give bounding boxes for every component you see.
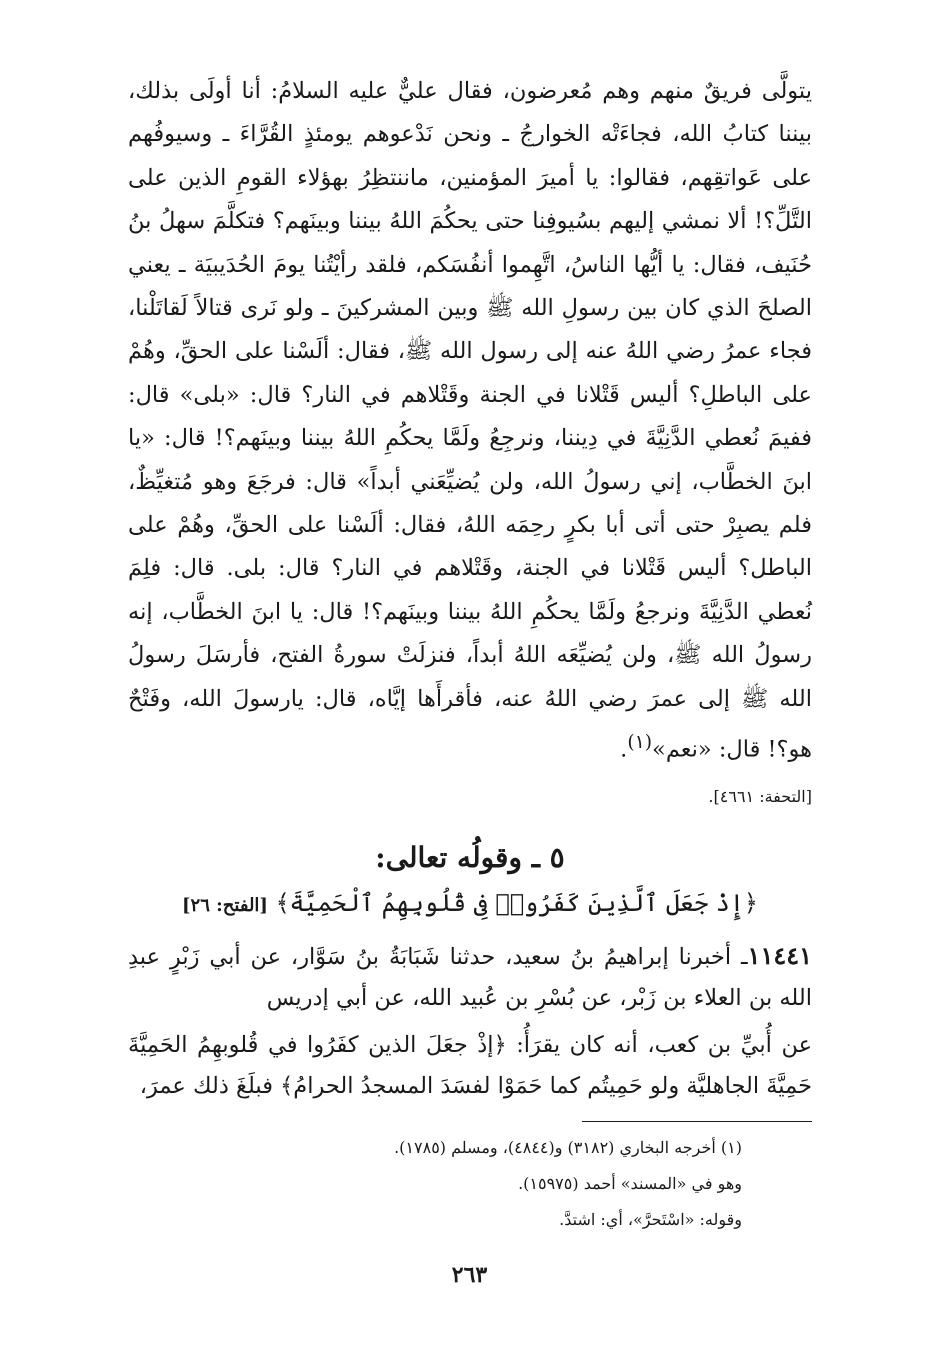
hadith-number: ١١٤٤١ — [747, 941, 812, 970]
page-body — [128, 70, 812, 1238]
footnote-item: وقوله: «اسْتَحرَّ»، أي: اشتدَّ. — [559, 1210, 742, 1229]
footnotes — [128, 1130, 812, 1238]
footnote-item: (١) أخرجه البخاري (٣١٨٢) و(٤٨٤٤)، ومسلم (١٧٨٥). — [394, 1138, 742, 1157]
main-paragraph — [128, 70, 812, 772]
footnote-item: وهو في «المسند» أحمد (١٥٩٧٥). — [518, 1174, 742, 1193]
verse-text: ﴿إِذْ جَعَلَ ٱلَّذِينَ كَفَرُوا۟ فِى قُلُوبِهِمُ ٱلْحَمِيَّةَ﴾ — [275, 889, 758, 917]
page-number: ٢٦٣ — [451, 1262, 488, 1288]
citation: [التحفة: ٤٦٦١]. — [708, 787, 812, 806]
hadith-isnad-text: ـ أخبرنا إبراهيمُ بنُ سعيد، حدثنا شَبَابَةُ بنُ سَوَّار، عن أبي زَبْرٍ عبدِ الله بن العلاء بن زَبْر، عن بُسْرِ بن عُبيد الله، عن أبي إدريس — [128, 944, 812, 1011]
main-paragraph-end: . — [620, 736, 628, 763]
footnote-divider — [582, 1121, 812, 1122]
hadith-isnad — [128, 935, 812, 1019]
verse-reference: [الفتح: ٢٦] — [182, 895, 268, 916]
section-title: ٥ ـ وقولُه تعالى: — [375, 841, 565, 874]
verse-line — [128, 882, 812, 927]
footnote-marker: (١) — [627, 732, 653, 754]
main-paragraph-text: يتولَّى فريقٌ منهم وهم مُعرضون، فقال عليٌّ عليه السلامُ: أنا أولَى بذلك، بيننا كتابُ الله، فجاءَتْه الخوارجُ ـ ونحن نَدْعوهم يومئذٍ القُرَّاءَ ـ وسيوفُهم على عَواتقِهم، فقالوا: يا أميرَ المؤمنين، ماننتظِرُ بهؤلاء القومِ الذين على التَّلِّ؟! ألا نمشي إليهم بسُيوفِنا حتى يحكُمَ اللهُ بيننا وبينَهم؟ فتكلَّمَ سهلُ بنُ حُنَيف، فقال: يا أيُّها الناسُ، اتَّهِموا أنفُسَكم، فلقد رأيْتُنا يومَ الحُدَيبيَة ـ يعني الصلحَ الذي كان بين رسولِ الله ﷺ وبين المشركينَ ـ ولو نَرى قتالاً لَقاتَلْنا، فجاء عمرُ رضي اللهُ عنه إلى رسول الله ﷺ، فقال: ألَسْنا على الحقِّ، وهُمْ على الباطلِ؟ أليس قَتْلانا في الجنة وقَتْلاهم في النار؟ قال: «بلى» قال: ففيمَ نُعطي الدَّنِيَّةَ في دِيننا، ونرجِعُ ولَمَّا يحكُمِ اللهُ بيننا وبينَهم؟! قال: «يا ابنَ الخطَّاب، إني رسولُ الله، ولن يُضيِّعَني أبداً» قال: فرجَعَ وهو مُتغيِّظٌ، فلم يصبِرْ حتى أتى أبا بكرٍ رحِمَه اللهُ، فقال: ألَسْنا على الحقِّ، وهُمْ على الباطل؟ أليس قَتْلانا في الجنة، وقَتْلاهم في النار؟ قال: بلى. قال: فلِمَ نُعطي الدَّنِيَّةَ ونرجعُ ولَمَّا يحكُمِ اللهُ بيننا وبينَهم؟! قال: يا ابنَ الخطَّاب، إنه رسولُ الله ﷺ، ولن يُضيِّعَه اللهُ أبداً، فنزلَتْ سورةُ الفتح، فأرسَلَ رسولُ الله ﷺ إلى عمرَ رضي اللهُ عنه، فأقرأَها إيَّاه، قال: يارسولَ الله، وفَتْحٌ هو؟! قال: «نعم» — [128, 78, 812, 763]
hadith-matn: عن أُبيِّ بن كعب، أنه كان يقرَأُ: ﴿إذْ جعَلَ الذين كفَرُوا في قُلوبهِمُ الحَمِيَّةَ حَمِيَّةَ الجاهليَّة ولو حَمِيتُم كما حَمَوْا لفسَدَ المسجدُ الحرامُ﴾ فبلَغَ ذلك عمرَ، — [128, 1032, 812, 1099]
